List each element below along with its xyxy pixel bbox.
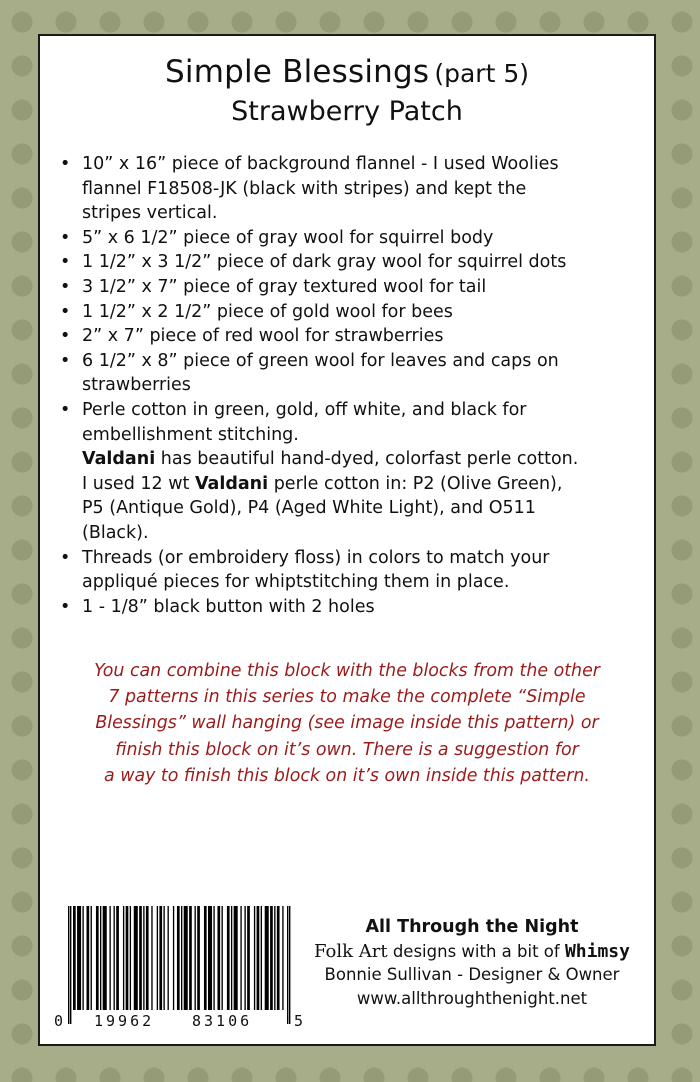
barcode-bar <box>77 906 81 1010</box>
list-item <box>58 152 624 226</box>
item-text-line: Perle cotton in green, gold, off white, and black for <box>82 399 527 420</box>
list-item <box>58 250 624 275</box>
barcode-bar <box>247 906 250 1010</box>
item-text-line: 2” x 7” piece of red wool for strawberries <box>82 326 444 347</box>
barcode-digit-last: 5 <box>294 1012 304 1030</box>
company-website: www.allthroughthenight.net <box>356 988 588 1008</box>
item-text-line: stripes vertical. <box>82 203 218 224</box>
list-item <box>58 300 624 325</box>
item-text-line: appliqué pieces for whiptstitching them in place. <box>82 572 510 593</box>
barcode-bar <box>103 906 107 1010</box>
barcode-bar <box>143 906 144 1010</box>
bullet: • <box>60 596 71 617</box>
item-text-line: embellishment stitching. <box>82 424 299 445</box>
barcode-bar <box>73 906 76 1010</box>
barcode-guard-bar <box>287 906 288 1024</box>
note-line: a way to finish this block on it’s own inside this pattern. <box>104 765 590 786</box>
item-text: perle cotton in: P2 (Olive Green), <box>268 473 563 494</box>
barcode-bar <box>87 906 90 1010</box>
valdani-line <box>82 472 624 497</box>
barcode-bar <box>234 906 238 1010</box>
note-line: You can combine this block with the blocks from the other <box>94 661 600 681</box>
barcode-bar <box>189 906 192 1010</box>
bullet: • <box>60 399 71 420</box>
bullet: • <box>60 276 71 297</box>
barcode-bar <box>274 906 275 1010</box>
barcode-bar <box>208 906 212 1010</box>
title-part: (part 5) <box>434 59 529 88</box>
barcode-bar <box>159 906 162 1010</box>
list-item <box>58 349 624 398</box>
bullet: • <box>60 301 71 322</box>
company-block <box>312 916 632 1010</box>
bullet: • <box>60 227 71 248</box>
item-text: has beautiful hand-dyed, colorfast perle cotton. <box>155 449 579 470</box>
title-main: Simple Blessings <box>165 54 430 90</box>
list-item <box>58 546 624 595</box>
barcode-bar <box>240 906 241 1010</box>
barcode-bar <box>146 906 149 1010</box>
barcode-bars <box>54 906 304 1024</box>
brand-name: Valdani <box>82 449 156 470</box>
barcode-bar <box>222 906 223 1010</box>
barcode-bar <box>96 906 99 1010</box>
bullet: • <box>60 350 71 371</box>
item-text-line: 1 1/2” x 3 1/2” piece of dark gray wool for squirrel dots <box>82 252 567 273</box>
item-text-line: 1 - 1/8” black button with 2 holes <box>82 596 375 617</box>
barcode-bar <box>265 906 269 1010</box>
barcode-digits <box>54 1012 314 1032</box>
barcode-guard-bar <box>289 906 290 1024</box>
barcode-bar <box>197 906 200 1010</box>
barcode-bar <box>257 906 260 1010</box>
bullet: • <box>60 252 71 273</box>
page-subtitle: Strawberry Patch <box>231 96 463 127</box>
item-text-line: strawberries <box>82 375 191 396</box>
barcode-bar <box>126 906 129 1010</box>
barcode-group-left: 19962 <box>94 1012 155 1030</box>
barcode-bar <box>282 906 283 1010</box>
barcode-bar <box>184 906 188 1010</box>
barcode-guard-bar <box>70 906 71 1024</box>
barcode-bar <box>254 906 255 1010</box>
company-owner: Bonnie Sullivan - Designer & Owner <box>324 965 620 985</box>
barcode-bar <box>270 906 273 1010</box>
barcode-bar <box>114 906 115 1010</box>
barcode-bar <box>173 906 174 1010</box>
company-tagline <box>312 940 632 964</box>
item-text-line: flannel F18508-JK (black with stripes) and kept the <box>82 178 527 199</box>
item-text-line: 10” x 16” piece of background flannel - I used Woolies <box>82 154 559 174</box>
pattern-card <box>38 34 656 1046</box>
barcode-bar <box>123 906 124 1010</box>
item-text-line: P5 (Antique Gold), P4 (Aged White Light), and O511 <box>82 498 536 519</box>
barcode-digit-first: 0 <box>54 1012 64 1030</box>
valdani-line <box>82 447 624 472</box>
item-text-line: 6 1/2” x 8” piece of green wool for leaves and caps on <box>82 350 559 371</box>
materials-list <box>58 152 624 619</box>
upc-barcode <box>54 906 304 1034</box>
barcode-bar <box>82 906 83 1010</box>
barcode-bar <box>213 906 214 1010</box>
item-text-line: (Black). <box>82 522 149 543</box>
barcode-bar <box>181 906 182 1010</box>
barcode-bar <box>130 906 131 1010</box>
brand-name: Valdani <box>194 473 269 494</box>
bullet: • <box>60 326 71 347</box>
company-name: All Through the Night <box>365 917 579 937</box>
note-line: 7 patterns in this series to make the complete “Simple <box>108 687 586 708</box>
barcode-bar <box>217 906 220 1010</box>
page-title <box>40 54 654 90</box>
barcode-bar <box>157 906 158 1010</box>
item-text-line: 3 1/2” x 7” piece of gray textured wool for tail <box>82 276 487 297</box>
barcode-bar <box>261 906 262 1010</box>
barcode-bar <box>168 906 169 1010</box>
barcode-bar <box>244 906 245 1010</box>
item-text-line: 5” x 6 1/2” piece of gray wool for squirrel body <box>82 227 494 248</box>
barcode-guard-bar <box>68 906 69 1024</box>
barcode-bar <box>231 906 232 1010</box>
barcode-bar <box>277 906 280 1010</box>
note-line: Blessings” wall hanging (see image inside this pattern) or <box>95 713 599 734</box>
barcode-bar <box>195 906 196 1010</box>
barcode-group-right: 83106 <box>192 1012 253 1030</box>
barcode-bar <box>163 906 164 1010</box>
bullet: • <box>60 154 71 174</box>
barcode-bar <box>100 906 101 1010</box>
barcode-bar <box>134 906 138 1010</box>
series-note <box>40 658 654 789</box>
item-text-line: Threads (or embroidery floss) in colors to match your <box>82 547 550 568</box>
tagline-text: designs with a bit of <box>387 941 565 961</box>
barcode-bar <box>116 906 119 1010</box>
list-item <box>58 595 624 620</box>
list-item <box>58 226 624 251</box>
list-item <box>58 324 624 349</box>
item-text: I used 12 wt <box>82 473 195 494</box>
whimsy-text: Whimsy <box>564 940 630 962</box>
barcode-bar <box>109 906 110 1010</box>
barcode-bar <box>91 906 92 1010</box>
item-text-line: 1 1/2” x 2 1/2” piece of gold wool for bees <box>82 301 453 322</box>
bullet: • <box>60 547 71 568</box>
barcode-bar <box>177 906 180 1010</box>
barcode-bar <box>139 906 142 1010</box>
barcode-bar <box>204 906 207 1010</box>
note-line: finish this block on it’s own. There is a suggestion for <box>115 739 579 760</box>
barcode-bar <box>227 906 230 1010</box>
list-item <box>58 275 624 300</box>
barcode-bar <box>151 906 152 1010</box>
folk-art-text: Folk Art <box>314 940 388 962</box>
list-item <box>58 398 624 546</box>
